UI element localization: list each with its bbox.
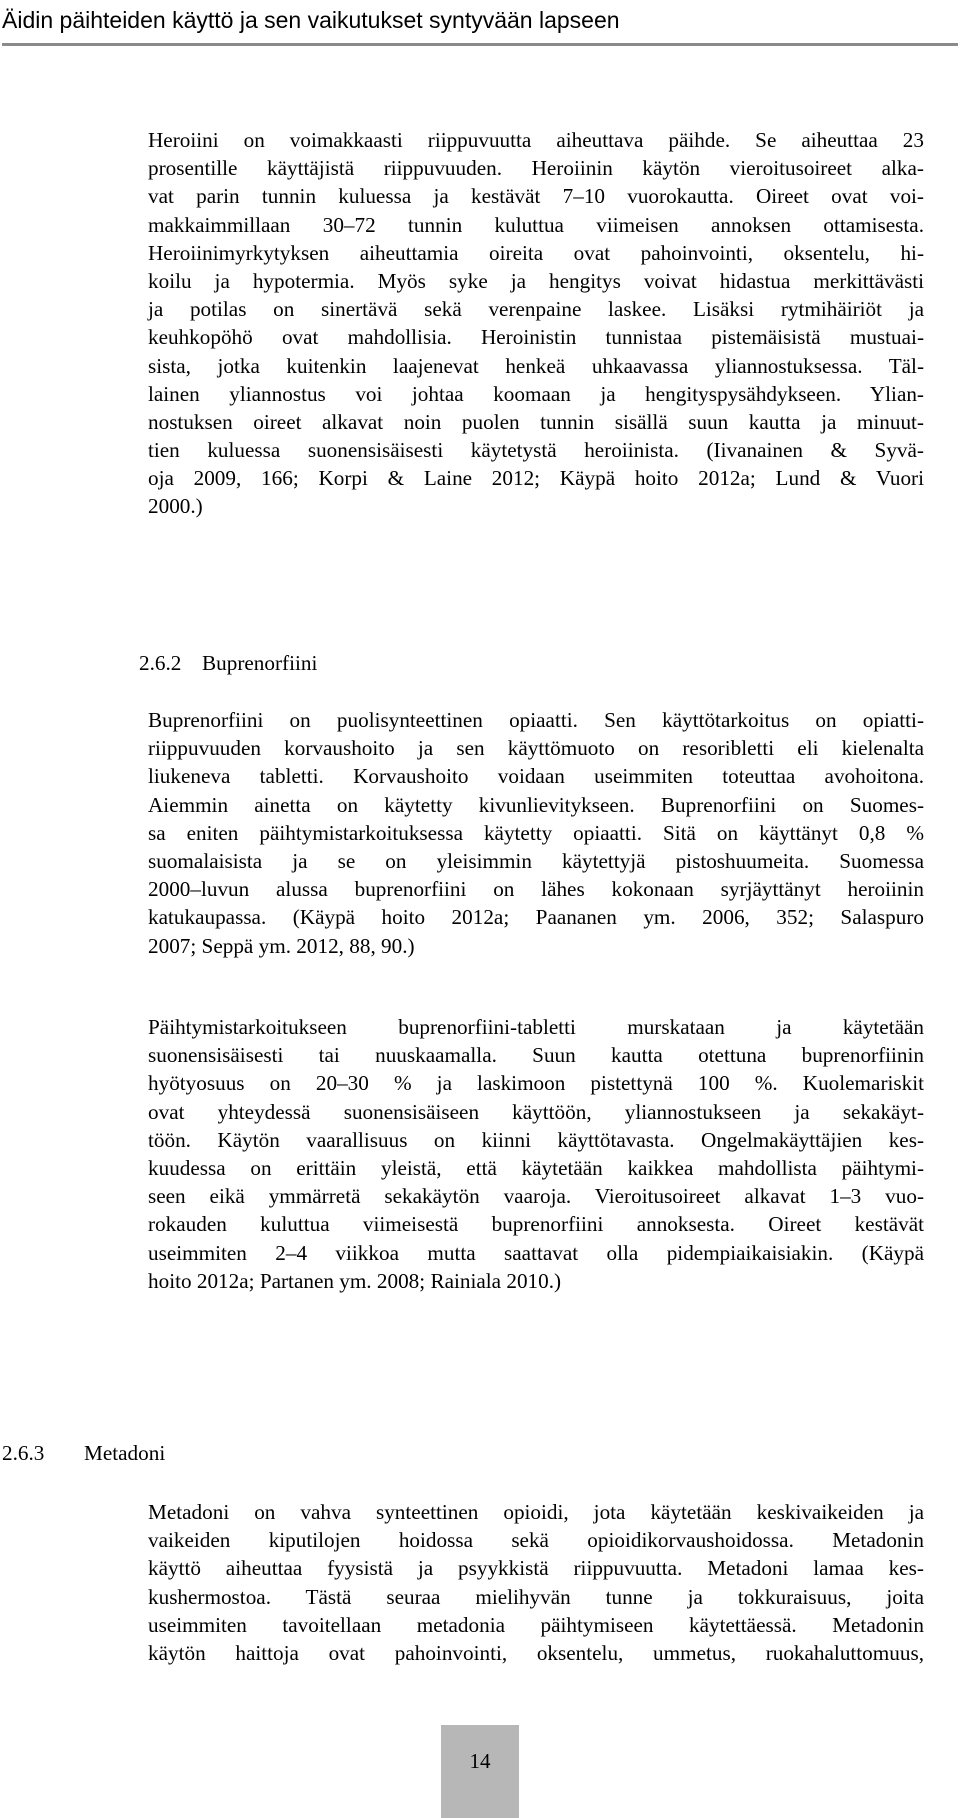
text-line: ja potilas on sinertävä sekä verenpaine laskee. Lisäksi rytmihäiriöt ja [148,297,924,322]
text-line: Heroiini on voimakkaasti riippuvuutta aiheuttava päihde. Se aiheuttaa 23 [148,128,924,152]
text-line: koilu ja hypotermia. Myös syke ja hengitys voivat hidastua merkittävästi [148,268,924,293]
text-line: Metadoni on vahva synteettinen opioidi, jota käytetään keskivaikeiden ja [148,1500,924,1524]
paragraph-buprenorfiini-2 [148,1013,924,1295]
text-line: nostuksen oireet alkavat noin puolen tunnin sisällä suun kautta ja minuut- [148,409,924,434]
text-line: Aiemmin ainetta on käytetty kivunlievitykseen. Buprenorfiini on Suomes- [148,792,924,817]
text-line: Päihtymistarkoitukseen buprenorfiini-tabletti murskataan ja käytetään [148,1015,924,1039]
text-line: hoito 2012a; Partanen ym. 2008; Rainiala 2010.) [148,1268,562,1293]
document-title: Äidin päihteiden käyttö ja sen vaikutukset syntyvään lapseen [2,7,620,33]
section-title: Buprenorfiini [202,651,318,675]
text-line: liukeneva tabletti. Korvaushoito voidaan useimmiten toteuttaa avohoitona. [148,764,924,789]
text-line: seen eikä ymmärretä sekakäytön vaaroja. Vieroitusoireet alkavat 1–3 vuo- [148,1184,924,1209]
text-line: sista, jotka kuitenkin laajenevat henkeä uhkaavassa yliannostuksessa. Täl- [148,353,924,378]
text-line: sa eniten päihtymistarkoituksessa käytetty opiaatti. Sitä on käyttänyt 0,8 % [148,820,924,845]
text-line: riippuvuuden korvaushoito ja sen käyttömuoto on resoribletti eli kielenalta [148,736,924,761]
page-number: 14 [469,1749,491,1773]
text-line: useimmiten tavoitellaan metadonia päihtymiseen käytettäessä. Metadonin [148,1612,924,1637]
text-line: 2007; Seppä ym. 2012, 88, 90.) [148,933,415,958]
text-line: useimmiten 2–4 viikkoa mutta saattavat olla pidempiaikaisiakin. (Käypä [148,1240,924,1265]
text-line: keuhkopöhö ovat mahdollisia. Heroinistin tunnistaa pistemäisistä mustuai- [148,325,924,350]
text-line: Heroiinimyrkytyksen aiheuttamia oireita ovat pahoinvointi, oksentelu, hi- [148,240,924,265]
paragraph-heroin [148,126,924,521]
text-line: 2000–luvun alussa buprenorfiini on lähes kokonaan syrjäyttänyt heroiinin [148,877,924,902]
text-line: käyttö aiheuttaa fyysistä ja psyykkistä riippuvuutta. Metadoni lamaa kes- [148,1556,924,1581]
text-line: lainen yliannostus voi johtaa koomaan ja hengityspysähdykseen. Ylian- [148,381,924,406]
text-line: makkaimmillaan 30–72 tunnin kuluttua viimeisen annoksen ottamisesta. [148,212,924,237]
text-line: vaikeiden kiputilojen hoidossa sekä opioidikorvaushoidossa. Metadonin [148,1528,924,1553]
page-number-box [441,1725,519,1818]
text-line: kuudessa on erittäin yleistä, että käytetään kaikkea mahdollista päihtymi- [148,1155,924,1180]
text-line: 2000.) [148,494,203,519]
paragraph-buprenorfiini-1 [148,706,924,960]
text-line: prosentille käyttäjistä riippuvuuden. Heroiinin käytön vieroitusoireet alka- [148,156,924,181]
text-line: Buprenorfiini on puolisynteettinen opiaatti. Sen käyttötarkoitus on opiatti- [148,708,924,732]
section-number: 2.6.2 [139,651,182,675]
text-line: käytön haittoja ovat pahoinvointi, oksentelu, ummetus, ruokahaluttomuus, [148,1640,924,1665]
text-line: töön. Käytön vaarallisuus on kiinni käyttötavasta. Ongelmakäyttäjien kes- [148,1127,924,1152]
text-line: katukaupassa. (Käypä hoito 2012a; Paananen ym. 2006, 352; Salaspuro [148,905,924,930]
text-line: tien kuluessa suonensisäisesti käytetystä heroiinista. (Iivanainen & Syvä- [148,438,924,463]
text-line: rokauden kuluttua viimeisestä buprenorfiini annoksesta. Oireet kestävät [148,1212,924,1237]
section-title: Metadoni [84,1441,166,1465]
text-line: vat parin tunnin kuluessa ja kestävät 7–10 vuorokautta. Oireet ovat voi- [148,184,924,209]
text-line: ovat yhteydessä suonensisäiseen käyttöön, yliannostukseen ja sekakäyt- [148,1099,924,1124]
section-number: 2.6.3 [2,1441,45,1465]
running-header [2,0,958,46]
text-line: suonensisäisesti tai nuuskaamalla. Suun kautta otettuna buprenorfiinin [148,1043,924,1068]
text-line: oja 2009, 166; Korpi & Laine 2012; Käypä hoito 2012a; Lund & Vuori [148,466,924,491]
text-line: hyötyosuus on 20–30 % ja laskimoon pistettynä 100 %. Kuolemariskit [148,1071,924,1096]
section-heading-buprenorfiini [139,649,317,677]
section-heading-metadoni [2,1439,165,1467]
text-line: kushermostoa. Tästä seuraa mielihyvän tunne ja tokkuraisuus, joita [148,1584,924,1609]
text-line: suomalaisista ja se on yleisimmin käytettyjä pistoshuumeita. Suomessa [148,848,924,873]
paragraph-metadoni [148,1498,924,1667]
